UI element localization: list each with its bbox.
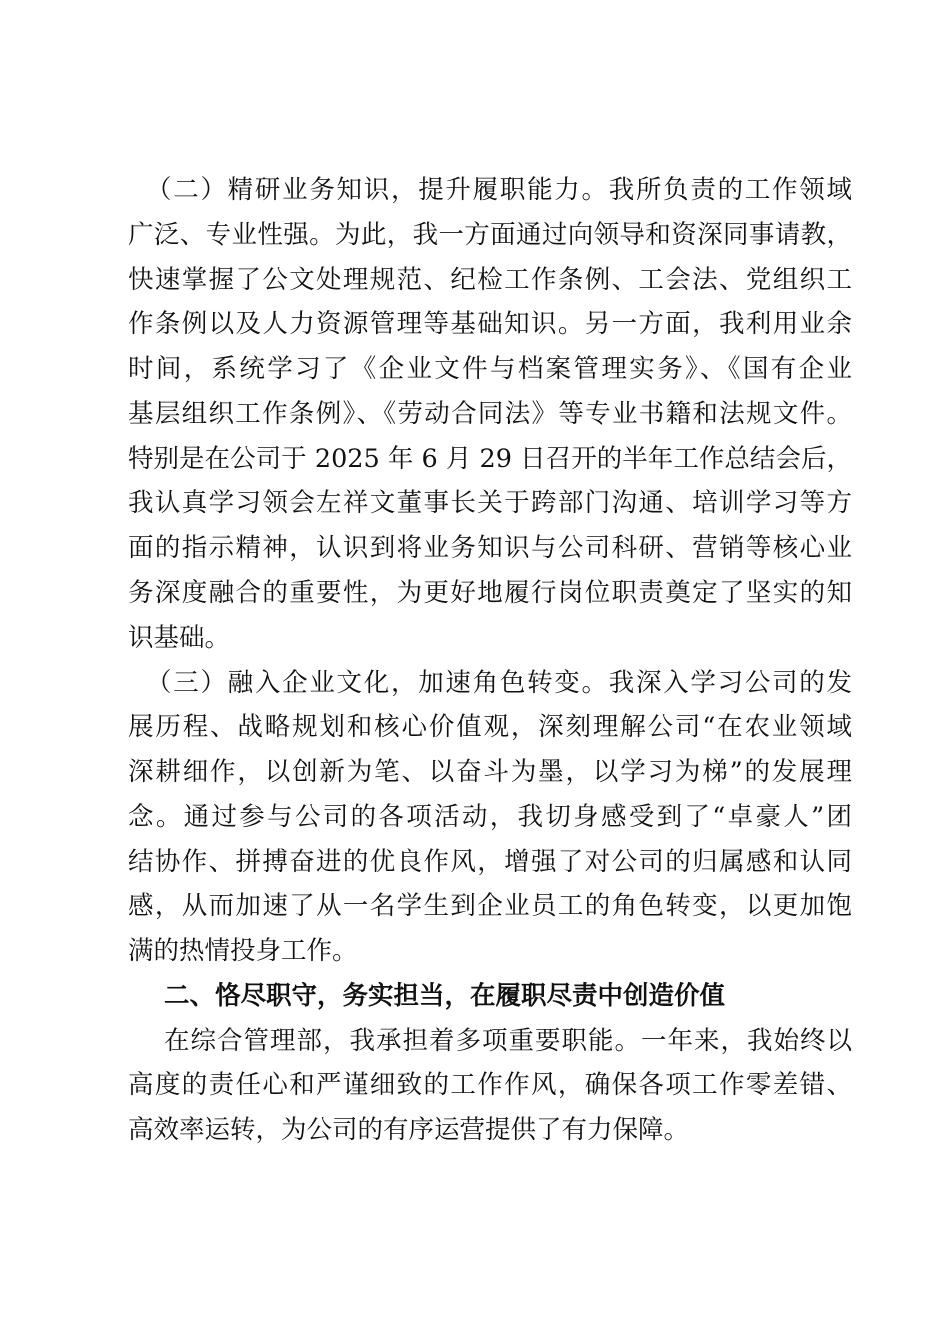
text-line: 基层组织工作条例》、《劳动合同法》等专业书籍和法规文件。: [128, 399, 852, 429]
text-line: 面的指示精神，认识到将业务知识与公司科研、营销等核心业: [128, 533, 852, 563]
text-line: （三）融入企业文化，加速角色转变。我深入学习公司的发: [146, 668, 852, 698]
text-line: 展历程、战略规划和核心价值观，深刻理解公司“在农业领域: [128, 712, 852, 742]
text-line: 在综合管理部，我承担着多项重要职能。一年来，我始终以: [164, 1026, 852, 1056]
text-line: 时间，系统学习了《企业文件与档案管理实务》、《国有企业: [128, 354, 852, 384]
text-line: 结协作、拼搏奋进的优良作风，增强了对公司的归属感和认同: [128, 847, 852, 877]
text-line: 高效率运转，为公司的有序运营提供了有力保障。: [128, 1115, 690, 1145]
text-line: 务深度融合的重要性，为更好地履行岗位职责奠定了坚实的知: [128, 578, 852, 608]
text-line: 作条例以及人力资源管理等基础知识。另一方面，我利用业余: [128, 309, 852, 339]
text-line: 念。通过参与公司的各项活动，我切身感受到了“卓豪人”团: [128, 802, 852, 832]
text-line: 高度的责任心和严谨细致的工作作风，确保各项工作零差错、: [128, 1070, 852, 1100]
text-line: 感，从而加速了从一名学生到企业员工的角色转变，以更加饱: [128, 891, 852, 921]
section-heading: 二、恪尽职守，务实担当，在履职尽责中创造价值: [164, 981, 726, 1011]
text-line: 广泛、专业性强。为此，我一方面通过向领导和资深同事请教，: [128, 220, 852, 250]
text-line: （二）精研业务知识，提升履职能力。我所负责的工作领域: [146, 175, 852, 205]
text-line: 我认真学习领会左祥文董事长关于跨部门沟通、培训学习等方: [128, 488, 852, 518]
text-line: 特别是在公司于 2025 年 6 月 29 日召开的半年工作总结会后，: [128, 444, 852, 474]
text-line: 识基础。: [128, 623, 231, 653]
text-line: 深耕细作，以创新为笔、以奋斗为墨，以学习为梯”的发展理: [128, 757, 852, 787]
text-line: 快速掌握了公文处理规范、纪检工作条例、工会法、党组织工: [128, 265, 852, 295]
text-line: 满的热情投身工作。: [128, 936, 358, 966]
